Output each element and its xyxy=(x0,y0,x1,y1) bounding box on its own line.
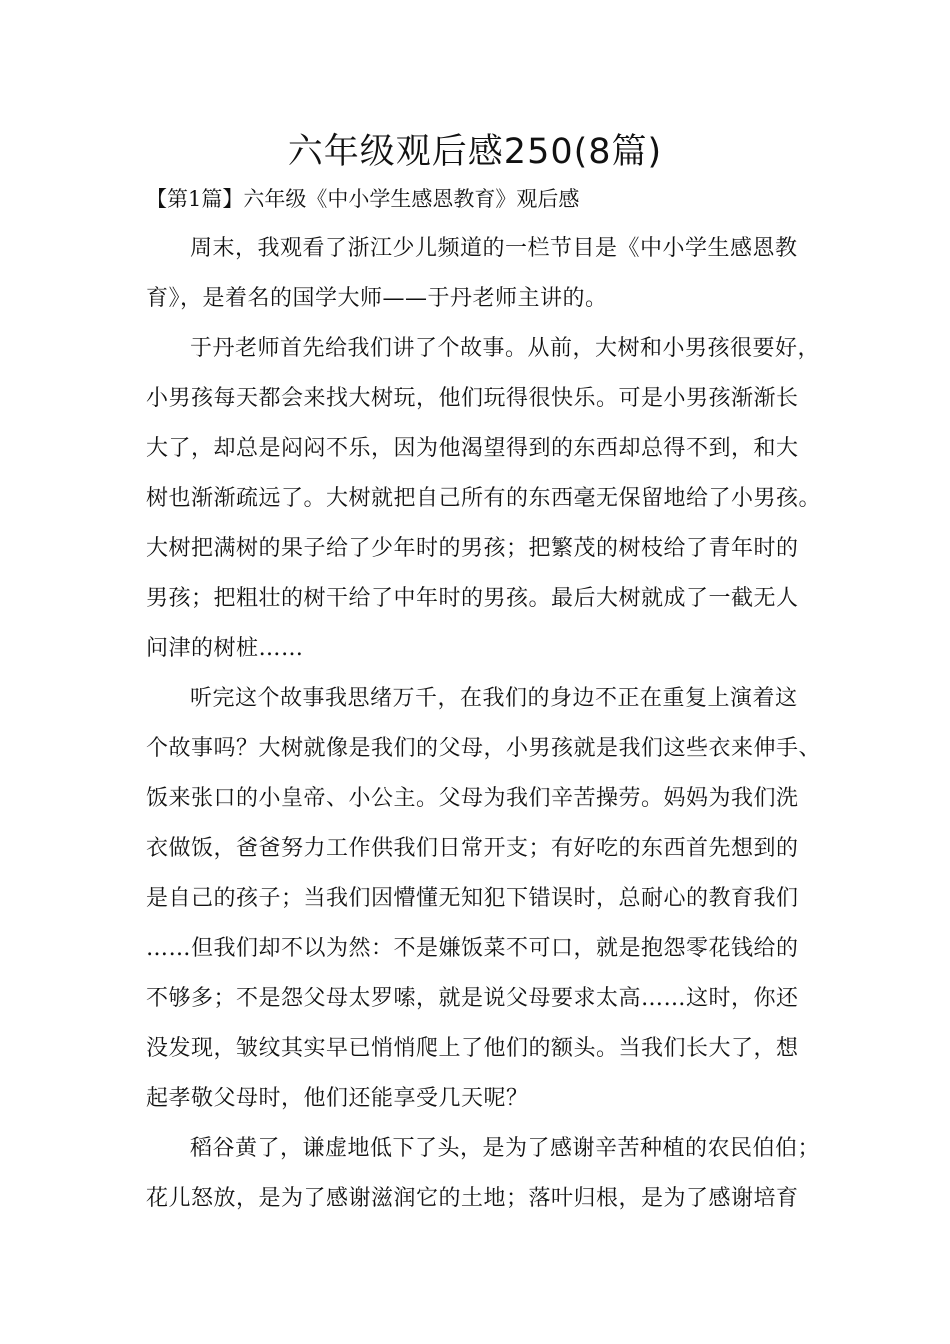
text-line: 大了，却总是闷闷不乐，因为他渴望得到的东西却总得不到，和大 xyxy=(146,436,799,461)
section-heading: 【第1篇】六年级《中小学生感恩教育》观后感 xyxy=(146,187,580,211)
text-line: 男孩；把粗壮的树干给了中年时的男孩。最后大树就成了一截无人 xyxy=(146,586,799,611)
text-line: 于丹老师首先给我们讲了个故事。从前，大树和小男孩很要好， xyxy=(190,336,821,361)
text-line: 听完这个故事我思绪万千，在我们的身边不正在重复上演着这 xyxy=(190,686,798,711)
document-body xyxy=(146,224,828,1224)
text-line: 没发现，皱纹其实早已悄悄爬上了他们的额头。当我们长大了，想 xyxy=(146,1036,799,1061)
text-line: 周末，我观看了浙江少儿频道的一栏节目是《中小学生感恩教 xyxy=(190,236,798,261)
text-line: 衣做饭，爸爸努力工作供我们日常开支；有好吃的东西首先想到的 xyxy=(146,836,799,861)
document-title: 六年级观后感250(8篇) xyxy=(287,132,663,172)
text-line: 问津的树桩…… xyxy=(146,636,304,661)
text-line: 稻谷黄了，谦虚地低下了头，是为了感谢辛苦种植的农民伯伯； xyxy=(190,1136,821,1161)
text-line: 不够多；不是怨父母太罗嗦，就是说父母要求太高……这时，你还 xyxy=(146,986,799,1011)
text-line: 花儿怒放，是为了感谢滋润它的土地；落叶归根，是为了感谢培育 xyxy=(146,1186,799,1211)
text-line: 起孝敬父母时，他们还能享受几天呢？ xyxy=(146,1086,529,1111)
text-line: 个故事吗？大树就像是我们的父母，小男孩就是我们这些衣来伸手、 xyxy=(146,736,822,761)
text-line: 小男孩每天都会来找大树玩，他们玩得很快乐。可是小男孩渐渐长 xyxy=(146,386,799,411)
text-line: 树也渐渐疏远了。大树就把自己所有的东西毫无保留地给了小男孩。 xyxy=(146,486,822,511)
text-line: 是自己的孩子；当我们因懵懂无知犯下错误时，总耐心的教育我们 xyxy=(146,886,799,911)
text-line: ……但我们却不以为然：不是嫌饭菜不可口，就是抱怨零花钱给的 xyxy=(146,936,799,961)
text-line: 育》，是着名的国学大师——于丹老师主讲的。 xyxy=(146,286,608,311)
text-line: 大树把满树的果子给了少年时的男孩；把繁茂的树枝给了青年时的 xyxy=(146,536,799,561)
text-line: 饭来张口的小皇帝、小公主。父母为我们辛苦操劳。妈妈为我们洗 xyxy=(146,786,799,811)
